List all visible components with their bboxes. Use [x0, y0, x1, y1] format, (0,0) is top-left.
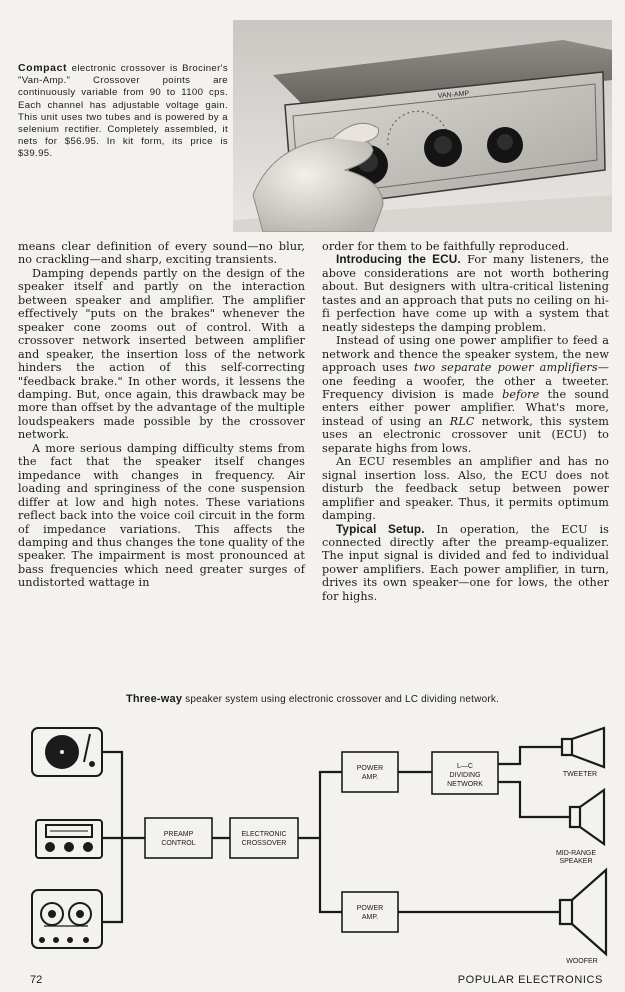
right-paragraph-4: An ECU resembles an amplifier and has no signal insertion loss. Also, the ECU does not disturb the feedback setup between power amplifier and speaker. Thus, it permits optimum damping. — [322, 455, 609, 523]
knob-right — [487, 127, 523, 163]
knob-center — [424, 129, 462, 167]
power-amp-top-block — [342, 752, 398, 792]
power-top-label-1: POWER — [356, 765, 384, 772]
woofer-label: WOOFER — [566, 958, 598, 965]
crossover-label-1: ELECTRONIC — [241, 831, 287, 838]
power-top-label-2: AMP. — [361, 774, 379, 781]
preamp-label-1: PREAMP — [163, 831, 194, 838]
power-amp-bottom-block — [342, 892, 398, 932]
crossover-unit-photo — [233, 20, 612, 232]
lc-label-1: L—C — [457, 763, 473, 770]
tuner-icon — [36, 820, 102, 858]
lc-label-2: DIVIDING — [449, 772, 481, 779]
left-paragraph-3: A more serious damping difficulty stems from the fact that the speaker itself changes impedance with changes in frequency. Air loading and springiness of the cone suspension differ at low and high notes. These variations reflect back into the voice coil circuit in the form of impedance variations. This affects the damping and thus changes the tone quality of the speaker. The impairment is most pronounced at bass frequencies which need greater surges of undistorted wattage in — [18, 441, 305, 590]
turntable-icon — [32, 728, 102, 776]
three-way-system-diagram — [0, 712, 625, 967]
panel-label: VAN-AMP — [437, 90, 470, 100]
photo-caption — [18, 62, 228, 161]
lc-label-3: NETWORK — [447, 781, 483, 788]
right-paragraph-2: Introducing the ECU. For many listeners, the above considerations are not worth bothering about. But designers with ultra-critical listening tastes and an approach that puts no ceiling on hi-fi perfection have come up with a system that neatly sidesteps the damping problem. — [322, 252, 609, 334]
page-number: 72 — [30, 974, 43, 986]
power-bottom-label-2: AMP. — [361, 914, 379, 921]
figure-caption: Three-way speaker system using electronic crossover and LC dividing network. — [125, 693, 500, 705]
caption-text: electronic crossover is Brociner's "Van-Amp." Crossover points are continuously variable from 90 to 1100 cps. Each channel has adjustable voltage gain. This unit uses two tubes and is powered by a selenium rectifier. Completely assembled, it nets for $56.95. In kit form, its price is $39.95. — [18, 63, 228, 160]
right-column — [322, 240, 609, 603]
right-paragraph-5: Typical Setup. In operation, the ECU is connected directly after the preamp-equalizer. The input signal is divided and fed to individual power amplifiers. Each power amplifier, in turn, drives its own speaker—one for lows, the other for highs. — [322, 521, 610, 603]
crossover-block — [230, 818, 298, 858]
left-column — [18, 240, 305, 590]
left-paragraph-1: means clear definition of every sound—no blur, no crackling—and sharp, exciting transients. — [18, 240, 305, 267]
heading-introducing-ecu: Introducing the ECU. — [336, 252, 461, 267]
left-paragraph-2: Damping depends partly on the design of the speaker itself and partly on the interaction between speaker and amplifier. The amplifier effectively "puts on the brakes" whenever the speaker cone zooms out of control. With a crossover network inserted between amplifier and speaker, the insertion loss of the network hinders the action of this self-correcting "feedback brake." In other words, it lessens the damping. But, once again, this drawback may be more than offset by the advantage of the multiple loudspeakers made possible by the crossover network. — [18, 266, 305, 442]
tape-recorder-icon — [32, 890, 102, 948]
midrange-label-2: SPEAKER — [559, 858, 593, 865]
right-paragraph-3: Instead of using one power amplifier to feed a network and thence the speaker system, the new approach uses two separate power amplifiers—one feeding a woofer, the other a tweeter. Frequency division is made before the sound enters either power amplifier. What's more, instead of using an RLC network, this system uses an electronic crossover unit (ECU) to separate highs from lows. — [322, 334, 610, 455]
midrange-label-1: MID-RANGE — [555, 850, 597, 857]
power-bottom-label-1: POWER — [356, 905, 384, 912]
caption-lead: Compact — [18, 62, 68, 74]
preamp-block — [145, 818, 212, 858]
crossover-label-2: CROSSOVER — [241, 840, 287, 847]
tweeter-label: TWEETER — [562, 771, 598, 778]
right-paragraph-1: order for them to be faithfully reproduced. — [322, 240, 570, 253]
heading-typical-setup: Typical Setup. — [336, 521, 425, 536]
publication-name: POPULAR ELECTRONICS — [457, 974, 603, 986]
preamp-label-2: CONTROL — [161, 840, 196, 847]
